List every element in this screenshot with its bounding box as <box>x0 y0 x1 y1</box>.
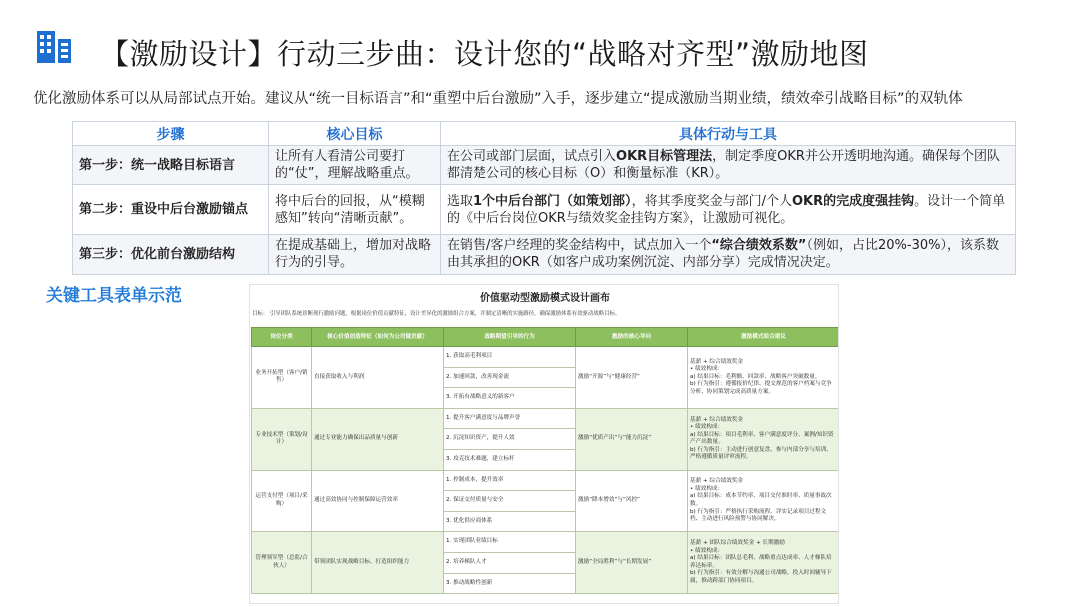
intro-text: 优化激励体系可以从局部试点开始。建议从“统一目标语言”和“重塑中后台激励”入手，逐步建立“提成激励当期业绩，绩效牵引战略目标”的双轨体 <box>33 91 963 107</box>
sheet-header: 岗位分类 <box>252 328 312 347</box>
incentive-combo <box>688 408 840 470</box>
step-name: 第三步：优化前台激励结构 <box>73 235 269 274</box>
combo-line: 基薪 + 综合绩效奖金 <box>690 358 743 365</box>
sheet-header: 核心价值创造特征（如何为公司做贡献） <box>312 328 444 347</box>
combo-line: 基薪 + 综合绩效奖金 <box>690 416 743 423</box>
combo-line: 基薪 + 综合绩效奖金 <box>690 478 743 485</box>
table-row <box>252 470 840 491</box>
steps-table-header <box>73 122 1016 146</box>
expected-behavior: 2. 沉淀知识资产，提升人效 <box>444 429 576 450</box>
sheet-goal: 目标： 引导团队系统诊断现行激励问题，根据岗位价值贡献特征，设计差异化的激励组合方案，并制定清晰的实施路径，确保激励体系有效驱动战略目标。 <box>252 311 621 317</box>
step-action: 在公司或部门层面，试点引入OKR目标管理法，制定季度OKR并公开透明地沟通。确保每个团队都清楚公司的核心目标（O）和衡量标准（KR）。 <box>441 146 1016 185</box>
incentive-orientation: 激励“优质产出”与“能力沉淀” <box>576 408 688 470</box>
combo-line: • 绩效构成： <box>690 485 724 492</box>
step-goal: 让所有人看清公司要打的“仗”，理解战略重点。 <box>269 146 441 185</box>
expected-behavior: 3. 攻克技术难题，建立标杆 <box>444 449 576 470</box>
sheet-header-row <box>252 328 840 347</box>
steps-table <box>72 121 1016 275</box>
sheet-header: 激励的核心导向 <box>576 328 688 347</box>
combo-line: a) 结果目标：成本节约率、项目交付准时率、质量事故次数。 <box>690 493 832 507</box>
table-row <box>73 185 1016 235</box>
header-step: 步骤 <box>73 122 269 146</box>
step-action: 选取1个中后台部门（如策划部），将其季度奖金与部门/个人OKR的完成度强挂钩。设计一个简单的《中后台岗位OKR与绩效奖金挂钩方案》，让激励可视化。 <box>441 185 1016 235</box>
expected-behavior: 1. 提升客户满意度与品牌声誉 <box>444 408 576 429</box>
role-category: 专业技术型（策划/设计） <box>252 408 312 470</box>
section-heading: 关键工具表单示范 <box>46 286 182 306</box>
step-action: 在销售/客户经理的奖金结构中，试点加入一个“综合绩效系数”（例如，占比20%-30%），该系数由其承担的OKR（如客户成功案例沉淀、内部分享）完成情况决定。 <box>441 235 1016 274</box>
expected-behavior: 1. 实现团队业绩目标 <box>444 532 576 553</box>
sheet-header: 战略期望引导的行为 <box>444 328 576 347</box>
incentive-orientation: 激励“开源”与“健康经营” <box>576 347 688 409</box>
combo-line: a) 结果目标：毛利额、回款率、战略客户突破数量。 <box>690 373 821 380</box>
sheet-header: 激励模式组合建议 <box>688 328 840 347</box>
role-category: 管理领军型（总监/合伙人） <box>252 532 312 594</box>
expected-behavior: 3. 推动战略性创新 <box>444 573 576 594</box>
step-name: 第一步：统一战略目标语言 <box>73 146 269 185</box>
combo-line: b) 行为指引：严格执行采购流程、详实记录项目过程文档、主动进行风险预警与协同解决。 <box>690 508 827 523</box>
incentive-combo <box>688 532 840 594</box>
combo-line: • 绩效构成： <box>690 366 724 373</box>
sheet-title: 价值驱动型激励模式设计画布 <box>480 293 610 304</box>
expected-behavior: 2. 培养梯队人才 <box>444 552 576 573</box>
value-feature: 带领团队实现战略目标，打造组织能力 <box>312 532 444 594</box>
role-category: 业务开拓型（客户/销售） <box>252 347 312 409</box>
page-title: 【激励设计】行动三步曲：设计您的“战略对齐型”激励地图 <box>100 37 869 71</box>
incentive-orientation: 激励“降本增效”与“风控” <box>576 470 688 532</box>
incentive-orientation: 激励“全局胜利”与“长期发展” <box>576 532 688 594</box>
expected-behavior: 3. 优化供应商体系 <box>444 511 576 532</box>
table-row <box>252 532 840 553</box>
table-row <box>252 408 840 429</box>
combo-line: • 绩效构成： <box>690 424 724 431</box>
combo-line: a) 结果目标：项目毛利率、客户满意度评分、案例/知识资产产出数量。 <box>690 431 834 446</box>
combo-line: a) 结果目标：团队总毛利、战略重点达成率、人才梯队培养达标率。 <box>690 555 832 569</box>
table-row <box>252 347 840 368</box>
expected-behavior: 1. 获取高毛利项目 <box>444 347 576 368</box>
step-goal: 在提成基础上，增加对战略行为的引导。 <box>269 235 441 274</box>
value-feature: 直接获取收入与利润 <box>312 347 444 409</box>
combo-line: 基薪 + 团队综合绩效奖金 + 长期激励 <box>690 540 785 547</box>
value-feature: 通过高效协同与控制保障运营效率 <box>312 470 444 532</box>
step-name: 第二步：重设中后台激励锚点 <box>73 185 269 235</box>
combo-line: • 绩效构成： <box>690 547 724 554</box>
building-icon <box>36 30 72 64</box>
role-category: 运营支付型（项目/采购） <box>252 470 312 532</box>
table-row <box>73 235 1016 274</box>
expected-behavior: 2. 保证交付质量与安全 <box>444 491 576 512</box>
combo-line: b) 行为指引：遵循报价纪律、提交规范的客户档案与竞争分析、协同策划完成高质量方案。 <box>690 381 832 395</box>
expected-behavior: 2. 加速回款，改善现金流 <box>444 367 576 388</box>
sheet-grid <box>251 327 839 594</box>
expected-behavior: 3. 开拓有战略意义的新客户 <box>444 388 576 409</box>
table-row <box>73 146 1016 185</box>
value-feature: 通过专业能力确保出品质量与创新 <box>312 408 444 470</box>
incentive-combo <box>688 470 840 532</box>
step-goal: 将中后台的回报，从“模糊感知”转向“清晰贡献”。 <box>269 185 441 235</box>
header-action: 具体行动与工具 <box>441 122 1016 146</box>
tool-sheet <box>249 284 839 604</box>
expected-behavior: 1. 控制成本，提升效率 <box>444 470 576 491</box>
incentive-combo <box>688 347 840 409</box>
combo-line: b) 行为指引：主动进行创意复盘、参与内部分享与培训、严格遵循质量评审流程。 <box>690 446 832 461</box>
combo-line: b) 行为指引：有效分解与沟通公司战略，投入时间辅导下属，推动跨部门协同项目。 <box>690 570 832 584</box>
header-goal: 核心目标 <box>269 122 441 146</box>
